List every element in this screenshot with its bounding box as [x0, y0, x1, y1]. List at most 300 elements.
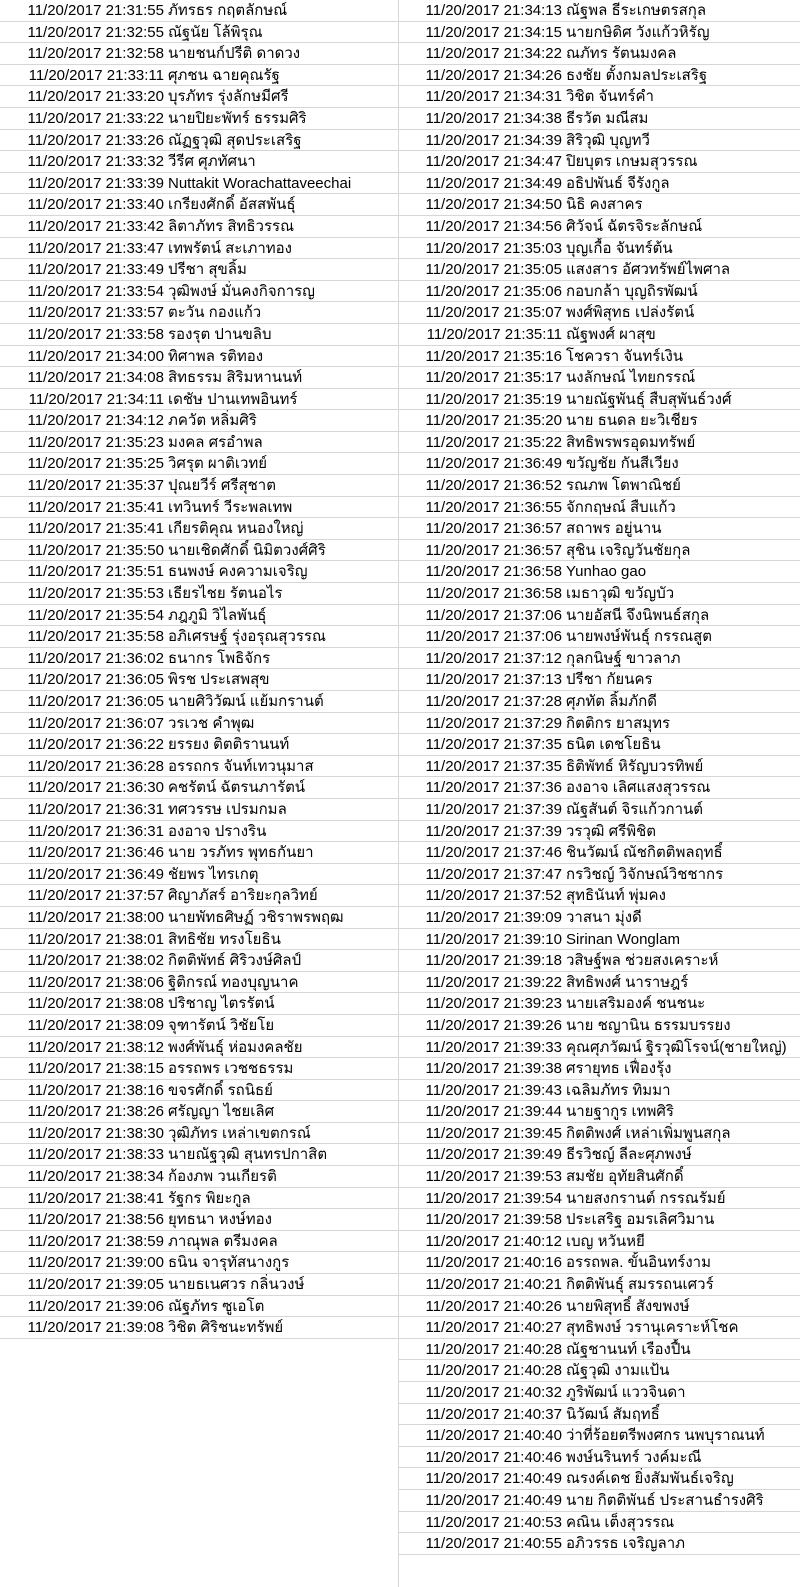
table-row [398, 151, 800, 173]
timestamp-cell: 11/20/2017 21:35:19 [425, 390, 562, 408]
name-cell: Yunhao gao [566, 563, 647, 581]
timestamp-cell: 11/20/2017 21:35:41 [27, 520, 164, 538]
timestamp-cell: 11/20/2017 21:40:28 [425, 1362, 562, 1380]
table-row [0, 497, 398, 519]
right-column [398, 0, 800, 1555]
name-cell: ทิศาพล รติทอง [168, 347, 264, 365]
timestamp-cell: 11/20/2017 21:36:57 [425, 520, 562, 538]
timestamp-cell: 11/20/2017 21:36:05 [27, 671, 164, 689]
table-row [398, 1231, 800, 1253]
table-row [0, 907, 398, 929]
name-cell: ศรัญญา ไชยเลิศ [168, 1103, 275, 1121]
timestamp-cell: 11/20/2017 21:40:27 [425, 1319, 562, 1337]
name-cell: จักกฤษณ์ สืบแก้ว [566, 498, 676, 516]
table-row [0, 669, 398, 691]
table-row [0, 864, 398, 886]
timestamp-cell: 11/20/2017 21:35:23 [27, 433, 164, 451]
timestamp-cell: 11/20/2017 21:35:50 [27, 541, 164, 559]
name-cell: เดชัษ ปานเทพอินทร์ [168, 390, 298, 408]
table-row [0, 324, 398, 346]
timestamp-cell: 11/20/2017 21:36:07 [27, 714, 164, 732]
table-row [398, 993, 800, 1015]
name-cell: ณัฐพล ธีระเกษตรสกุล [566, 2, 707, 19]
timestamp-cell: 11/20/2017 21:38:34 [27, 1168, 164, 1186]
name-cell: ยรรยง ติตติรานนท์ [168, 736, 290, 754]
timestamp-cell: 11/20/2017 21:36:30 [27, 779, 164, 797]
name-cell: วาสนา มุ่งดี [566, 908, 642, 926]
timestamp-cell: 11/20/2017 21:40:46 [425, 1448, 562, 1466]
table-row [398, 1015, 800, 1037]
timestamp-cell: 11/20/2017 21:38:41 [27, 1189, 164, 1207]
name-cell: นายพงษ์พันธุ์ กรรณสูต [566, 628, 713, 646]
table-row [0, 43, 398, 65]
name-cell: ณัฐพงศ์ ผาสุข [566, 325, 656, 343]
name-cell: วิศรุต ผาติเวทย์ [168, 455, 268, 473]
table-row [0, 648, 398, 670]
table-row [0, 475, 398, 497]
table-row [0, 605, 398, 627]
name-cell: Nuttakit Worachattaveechai [168, 174, 352, 192]
table-row [398, 605, 800, 627]
table-row [0, 22, 398, 44]
timestamp-cell: 11/20/2017 21:39:49 [425, 1146, 562, 1164]
table-row [398, 864, 800, 886]
name-cell: ภควัต หลิ่มศิริ [168, 412, 257, 430]
timestamp-cell: 11/20/2017 21:34:26 [425, 66, 562, 84]
name-cell: รองรุต ปานขลิบ [168, 325, 272, 343]
name-cell: นายธเนศวร กลิ่นวงษ์ [168, 1276, 305, 1294]
timestamp-cell: 11/20/2017 21:33:58 [27, 325, 164, 343]
name-cell: ณภัทร รัตนมงคล [566, 45, 677, 63]
table-row [398, 1209, 800, 1231]
name-cell: นงลักษณ์ ไทยกรรณ์ [566, 369, 696, 387]
timestamp-cell: 11/20/2017 21:34:47 [425, 153, 562, 171]
timestamp-cell: 11/20/2017 21:36:49 [27, 865, 164, 883]
table-row [0, 410, 398, 432]
name-cell: ขวัญชัย กันสีเวียง [566, 455, 679, 473]
timestamp-cell: 11/20/2017 21:40:49 [425, 1470, 562, 1488]
timestamp-cell: 11/20/2017 21:36:55 [425, 498, 562, 516]
table-row [398, 1144, 800, 1166]
name-cell: นายฐากูร เทพศิริ [566, 1103, 674, 1121]
table-row [0, 173, 398, 195]
table-row [398, 130, 800, 152]
name-cell: กิตติพัทธ์ ศิริวงษ์ศิลป์ [168, 952, 302, 970]
table-row [0, 108, 398, 130]
table-row [0, 1209, 398, 1231]
timestamp-cell: 11/20/2017 21:33:32 [27, 153, 164, 171]
table-row [398, 561, 800, 583]
timestamp-cell: 11/20/2017 21:33:57 [27, 304, 164, 322]
timestamp-cell: 11/20/2017 21:32:58 [27, 45, 164, 63]
table-row [398, 972, 800, 994]
table-row [398, 1404, 800, 1426]
name-cell: ณรงค์เดช ยิ่งสัมพันธ์เจริญ [566, 1470, 734, 1488]
timestamp-cell: 11/20/2017 21:33:42 [27, 217, 164, 235]
table-row [0, 130, 398, 152]
name-cell: สิริวุฒิ บุญทวี [566, 131, 650, 149]
table-row [0, 346, 398, 368]
table-row [0, 950, 398, 972]
timestamp-cell: 11/20/2017 21:35:05 [425, 261, 562, 279]
timestamp-cell: 11/20/2017 21:37:29 [425, 714, 562, 732]
table-row [398, 1382, 800, 1404]
timestamp-cell: 11/20/2017 21:34:00 [27, 347, 164, 365]
table-row [398, 324, 800, 346]
table-row [0, 799, 398, 821]
name-cell: อรรถพร เวชชธรรม [168, 1060, 294, 1078]
table-row [398, 907, 800, 929]
name-cell: นายปิยะพัทร์ ธรรมศิริ [168, 109, 307, 127]
name-cell: วิชิต จันทร์คำ [566, 88, 654, 106]
timestamp-cell: 11/20/2017 21:36:28 [27, 757, 164, 775]
name-cell: ศิวัจน์ ฉัตรจิระลักษณ์ [566, 217, 703, 235]
table-row [0, 561, 398, 583]
timestamp-cell: 11/20/2017 21:39:54 [425, 1189, 562, 1207]
name-cell: จุฑารัตน์ วิชัยโย [168, 1016, 275, 1034]
name-cell: กิตติพันธุ์ สมรรถนเศวร์ [566, 1276, 714, 1294]
timestamp-cell: 11/20/2017 21:39:26 [425, 1016, 562, 1034]
table-row [0, 1144, 398, 1166]
timestamp-cell: 11/20/2017 21:35:07 [425, 304, 562, 322]
table-row [398, 173, 800, 195]
name-cell: วิชิต ศิริชนะทรัพย์ [168, 1319, 284, 1337]
table-row [398, 842, 800, 864]
table-row [398, 669, 800, 691]
table-row [398, 626, 800, 648]
table-row [0, 432, 398, 454]
timestamp-cell: 11/20/2017 21:38:15 [27, 1060, 164, 1078]
name-cell: ปริชาญ ไตรรัตน์ [168, 995, 275, 1013]
table-row [0, 1015, 398, 1037]
table-row [398, 540, 800, 562]
name-cell: ธงชัย ตั้งกมลประเสริฐ [566, 66, 708, 84]
timestamp-cell: 11/20/2017 21:39:43 [425, 1081, 562, 1099]
table-row [398, 453, 800, 475]
timestamp-cell: 11/20/2017 21:35:17 [425, 369, 562, 387]
name-cell: ณัฏฐวุฒิ สุดประเสริฐ [168, 131, 302, 149]
name-cell: ขจรศักดิ์ รถนิธย์ [168, 1081, 273, 1099]
timestamp-cell: 11/20/2017 21:40:26 [425, 1297, 562, 1315]
table-row [398, 302, 800, 324]
timestamp-cell: 11/20/2017 21:33:11 [28, 66, 164, 84]
name-cell: แสงสาร อัศวทรัพย์ไพศาล [566, 261, 731, 279]
timestamp-cell: 11/20/2017 21:39:45 [425, 1124, 562, 1142]
timestamp-cell: 11/20/2017 21:39:22 [425, 973, 562, 991]
name-cell: สิทธิพงศ์ นาราษฎร์ [566, 973, 689, 991]
timestamp-cell: 11/20/2017 21:38:33 [27, 1146, 164, 1164]
name-cell: เมธาวุฒิ ขวัญบัว [566, 585, 675, 603]
table-row [398, 65, 800, 87]
name-cell: กอบกล้า บุญถิรพัฒน์ [566, 282, 698, 300]
table-row [398, 734, 800, 756]
name-cell: สมชัย อุทัยสินศักดิ์ [566, 1168, 684, 1186]
name-cell: ศุภชน ฉายคุณรัฐ [168, 66, 280, 84]
timestamp-cell: 11/20/2017 21:37:36 [425, 779, 562, 797]
name-cell: ว่าที่ร้อยตรีพงศกร นพบุราณนท์ [566, 1427, 765, 1445]
table-row [0, 842, 398, 864]
timestamp-cell: 11/20/2017 21:34:56 [425, 217, 562, 235]
name-cell: ธนิน จารุทัสนางกูร [168, 1254, 290, 1272]
name-cell: นายณัฐพันธุ์ สืบสุพันธ์วงศ์ [566, 390, 732, 408]
table-row [398, 1317, 800, 1339]
table-row [0, 259, 398, 281]
table-row [398, 389, 800, 411]
table-row [0, 1317, 398, 1339]
timestamp-cell: 11/20/2017 21:37:35 [425, 736, 562, 754]
table-row [0, 583, 398, 605]
name-cell: โชควรา จันทร์เงิน [566, 347, 684, 365]
table-row [398, 1080, 800, 1102]
timestamp-cell: 11/20/2017 21:39:58 [425, 1211, 562, 1229]
timestamp-cell: 11/20/2017 21:35:37 [27, 477, 164, 495]
name-cell: ภูริพัฒน์ แววจินดา [566, 1384, 686, 1401]
timestamp-cell: 11/20/2017 21:36:31 [27, 822, 164, 840]
timestamp-cell: 11/20/2017 21:39:38 [425, 1060, 562, 1078]
timestamp-cell: 11/20/2017 21:35:58 [27, 628, 164, 646]
table-row [0, 1080, 398, 1102]
table-row [398, 259, 800, 281]
name-cell: รัฐกร พิยะกูล [168, 1189, 251, 1207]
name-cell: วุฒิภัทร เหล่าเขตกรณ์ [168, 1124, 311, 1142]
timestamp-cell: 11/20/2017 21:40:55 [425, 1535, 562, 1553]
table-row [398, 821, 800, 843]
table-row [0, 518, 398, 540]
table-row [0, 281, 398, 303]
name-cell: นายกษิดิศ วังแก้วหิรัญ [566, 23, 710, 41]
timestamp-cell: 11/20/2017 21:36:02 [27, 649, 164, 667]
timestamp-cell: 11/20/2017 21:34:49 [425, 174, 562, 192]
timestamp-cell: 11/20/2017 21:39:44 [425, 1103, 562, 1121]
table-row [0, 1101, 398, 1123]
name-cell: คุณศุภวัฒน์ ฐิรวุฒิโรจน์(ชายใหญ่) [566, 1038, 787, 1056]
table-row [0, 302, 398, 324]
timestamp-cell: 11/20/2017 21:36:58 [425, 563, 562, 581]
table-row [0, 1274, 398, 1296]
timestamp-cell: 11/20/2017 21:40:12 [425, 1232, 562, 1250]
name-cell: ฐิติกรณ์ ทองบุญนาค [168, 973, 299, 991]
name-cell: ณัฐภัทร ซูเอโต [168, 1297, 265, 1315]
timestamp-cell: 11/20/2017 21:38:09 [27, 1016, 164, 1034]
timestamp-cell: 11/20/2017 21:34:39 [425, 131, 562, 149]
name-cell: พิรช ประเสพสุข [168, 671, 270, 689]
table-row [398, 86, 800, 108]
name-cell: ศิญาภัสร์ อาริยะกุลวิทย์ [168, 887, 318, 905]
table-row [0, 540, 398, 562]
name-cell: กุลกนิษฐ์ ขาวลาภ [566, 649, 681, 667]
timestamp-cell: 11/20/2017 21:38:02 [27, 952, 164, 970]
name-cell: วรเวช คำพุฒ [168, 714, 255, 732]
name-cell: คณิน เต็งสุวรรณ [566, 1513, 675, 1531]
name-cell: นาย วรภัทร พุทธกันยา [168, 844, 314, 862]
name-cell: ศุภทัต ลิ้มภักดี [566, 693, 657, 710]
name-cell: Sirinan Wonglam [566, 930, 680, 948]
timestamp-cell: 11/20/2017 21:33:20 [27, 88, 164, 106]
timestamp-cell: 11/20/2017 21:39:09 [425, 908, 562, 926]
timestamp-cell: 11/20/2017 21:33:49 [27, 261, 164, 279]
table-row [0, 453, 398, 475]
timestamp-cell: 11/20/2017 21:34:11 [28, 390, 164, 408]
table-row [398, 950, 800, 972]
table-row [0, 993, 398, 1015]
timestamp-cell: 11/20/2017 21:35:41 [27, 498, 164, 516]
timestamp-cell: 11/20/2017 21:38:26 [27, 1103, 164, 1121]
table-row [0, 238, 398, 260]
timestamp-cell: 11/20/2017 21:36:05 [27, 693, 164, 710]
table-row [398, 497, 800, 519]
timestamp-cell: 11/20/2017 21:39:23 [425, 995, 562, 1013]
timestamp-cell: 11/20/2017 21:34:13 [425, 2, 562, 19]
table-row [398, 432, 800, 454]
timestamp-cell: 11/20/2017 21:37:12 [425, 649, 562, 667]
name-cell: นายสงกรานต์ กรรณรัมย์ [566, 1189, 726, 1207]
name-cell: ปรีชา กัยนคร [566, 671, 653, 689]
timestamp-cell: 11/20/2017 21:37:06 [425, 606, 562, 624]
timestamp-cell: 11/20/2017 21:40:49 [425, 1491, 562, 1509]
timestamp-cell: 11/20/2017 21:40:32 [425, 1384, 562, 1401]
name-cell: รณภพ โตพาณิชย์ [566, 477, 681, 495]
timestamp-cell: 11/20/2017 21:39:33 [425, 1038, 562, 1056]
table-row [398, 475, 800, 497]
timestamp-cell: 11/20/2017 21:33:26 [27, 131, 164, 149]
table-row [398, 1512, 800, 1534]
name-cell: ประเสริฐ อมรเลิศวิมาน [566, 1211, 715, 1229]
name-cell: กิตติกร ยาสมุทร [566, 714, 671, 732]
timestamp-cell: 11/20/2017 21:34:15 [425, 23, 562, 41]
name-cell: นิธิ คงสาคร [566, 196, 643, 214]
timestamp-cell: 11/20/2017 21:33:22 [27, 109, 164, 127]
name-cell: ณัฐชานนท์ เรืองปื้น [566, 1340, 691, 1358]
timestamp-cell: 11/20/2017 21:35:53 [27, 585, 164, 603]
table-row [398, 194, 800, 216]
timestamp-cell: 11/20/2017 21:39:05 [27, 1276, 164, 1294]
timestamp-cell: 11/20/2017 21:35:16 [425, 347, 562, 365]
table-row [398, 583, 800, 605]
timestamp-cell: 11/20/2017 21:40:37 [425, 1405, 562, 1423]
table-row [398, 346, 800, 368]
table-row [398, 367, 800, 389]
table-row [0, 86, 398, 108]
name-cell: นิวัฒน์ สัมฤทธิ์ [566, 1405, 660, 1423]
timestamp-cell: 11/20/2017 21:35:06 [425, 282, 562, 300]
timestamp-cell: 11/20/2017 21:36:52 [425, 477, 562, 495]
timestamp-cell: 11/20/2017 21:37:52 [425, 887, 562, 905]
name-cell: อภิวรรธ เจริญลาภ [566, 1535, 686, 1553]
table-row [398, 1101, 800, 1123]
name-cell: ณัฐวุฒิ งามแป้น [566, 1362, 670, 1380]
name-cell: นาย กิตติพันธ์ ประสานธำรงศิริ [566, 1491, 764, 1509]
table-row [398, 1252, 800, 1274]
timestamp-cell: 11/20/2017 21:38:12 [27, 1038, 164, 1056]
timestamp-cell: 11/20/2017 21:40:53 [425, 1513, 562, 1531]
name-cell: ธนพงษ์ คงความเจริญ [168, 563, 308, 581]
name-cell: ณัฐสันต์ จิรแก้วกานต์ [566, 800, 704, 818]
name-cell: ธนากร โพธิจักร [168, 649, 271, 667]
timestamp-cell: 11/20/2017 21:37:28 [425, 693, 562, 710]
table-row [398, 1468, 800, 1490]
timestamp-cell: 11/20/2017 21:33:47 [27, 239, 164, 257]
table-row [0, 367, 398, 389]
timestamp-cell: 11/20/2017 21:37:13 [425, 671, 562, 689]
name-cell: องอาจ ปรางริน [168, 822, 267, 840]
table-row [0, 821, 398, 843]
name-cell: ปิยบุตร เกษมสุวรรณ [566, 153, 698, 171]
name-cell: ปุณยวีร์ ศรีสุชาต [168, 477, 276, 495]
table-row [0, 777, 398, 799]
name-cell: เทวินทร์ วีระพลเทพ [168, 498, 293, 516]
table-row [0, 756, 398, 778]
timestamp-cell: 11/20/2017 21:33:54 [27, 282, 164, 300]
timestamp-cell: 11/20/2017 21:36:46 [27, 844, 164, 862]
name-cell: เกรียงศักดิ์ อัสสพันธุ์ [168, 196, 296, 214]
timestamp-cell: 11/20/2017 21:37:57 [27, 887, 164, 905]
timestamp-cell: 11/20/2017 21:39:06 [27, 1297, 164, 1315]
name-cell: เฉลิมภัทร ทิมมา [566, 1081, 671, 1099]
table-row [398, 22, 800, 44]
table-row [398, 108, 800, 130]
timestamp-cell: 11/20/2017 21:34:31 [425, 88, 562, 106]
timestamp-cell: 11/20/2017 21:39:00 [27, 1254, 164, 1272]
timestamp-cell: 11/20/2017 21:37:39 [425, 800, 562, 818]
timestamp-cell: 11/20/2017 21:34:22 [425, 45, 562, 63]
table-row [398, 238, 800, 260]
timestamp-cell: 11/20/2017 21:34:08 [27, 369, 164, 387]
table-row [398, 1447, 800, 1469]
name-cell: วรวุฒิ ศรีพิชิต [566, 822, 657, 840]
table-row [0, 194, 398, 216]
table-row [0, 1123, 398, 1145]
name-cell: นายพัทธศิษฏ์ วชิราพรพฤฒ [168, 908, 344, 926]
name-cell: วสิษฐ์พล ช่วยสงเคราะห์ [566, 952, 719, 970]
table-row [398, 1339, 800, 1361]
name-cell: วีรีศ ศุภทัศนา [168, 153, 256, 171]
table-row [398, 281, 800, 303]
timestamp-cell: 11/20/2017 21:38:08 [27, 995, 164, 1013]
table-row [0, 389, 398, 411]
table-row [398, 1490, 800, 1512]
name-cell: กิตติพงศ์ เหล่าเพิ่มพูนสกุล [566, 1124, 731, 1142]
table-row [0, 929, 398, 951]
table-row [0, 1252, 398, 1274]
table-row [398, 756, 800, 778]
name-cell: พงศ์พันธุ์ ห่อมงคลชัย [168, 1038, 303, 1056]
table-row [398, 216, 800, 238]
table-row [398, 518, 800, 540]
name-cell: ธีรวัต มณีสม [566, 109, 649, 127]
name-cell: นาย ชญานิน ธรรมบรรยง [566, 1016, 731, 1034]
timestamp-cell: 11/20/2017 21:37:35 [425, 757, 562, 775]
timestamp-cell: 11/20/2017 21:40:16 [425, 1254, 562, 1272]
name-cell: พงษ์นรินทร์ วงค์มะณี [566, 1448, 702, 1466]
timestamp-cell: 11/20/2017 21:39:53 [425, 1168, 562, 1186]
table-row [0, 1231, 398, 1253]
name-cell: เกียรติคุณ หนองใหญ่ [168, 520, 304, 538]
timestamp-cell: 11/20/2017 21:35:54 [27, 606, 164, 624]
table-row [398, 0, 800, 22]
timestamp-cell: 11/20/2017 21:36:58 [425, 585, 562, 603]
timestamp-cell: 11/20/2017 21:33:39 [27, 174, 164, 192]
name-cell: เธียรไชย รัตนอไร [168, 585, 283, 603]
timestamp-cell: 11/20/2017 21:40:21 [425, 1276, 562, 1294]
table-row [398, 1274, 800, 1296]
name-cell: เบญ หวันหยี [566, 1232, 645, 1250]
table-row [398, 713, 800, 735]
name-cell: ธิติพัทธ์ หิรัญบวรทิพย์ [566, 757, 704, 775]
name-cell: นายณัฐวุฒิ สุนทรปกาสิต [168, 1146, 328, 1164]
timestamp-cell: 11/20/2017 21:36:22 [27, 736, 164, 754]
name-cell: นายชนก์ปรีติ ดาดวง [168, 45, 301, 63]
name-cell: ลิตาภัทร สิทธิวรรณ [168, 217, 295, 235]
